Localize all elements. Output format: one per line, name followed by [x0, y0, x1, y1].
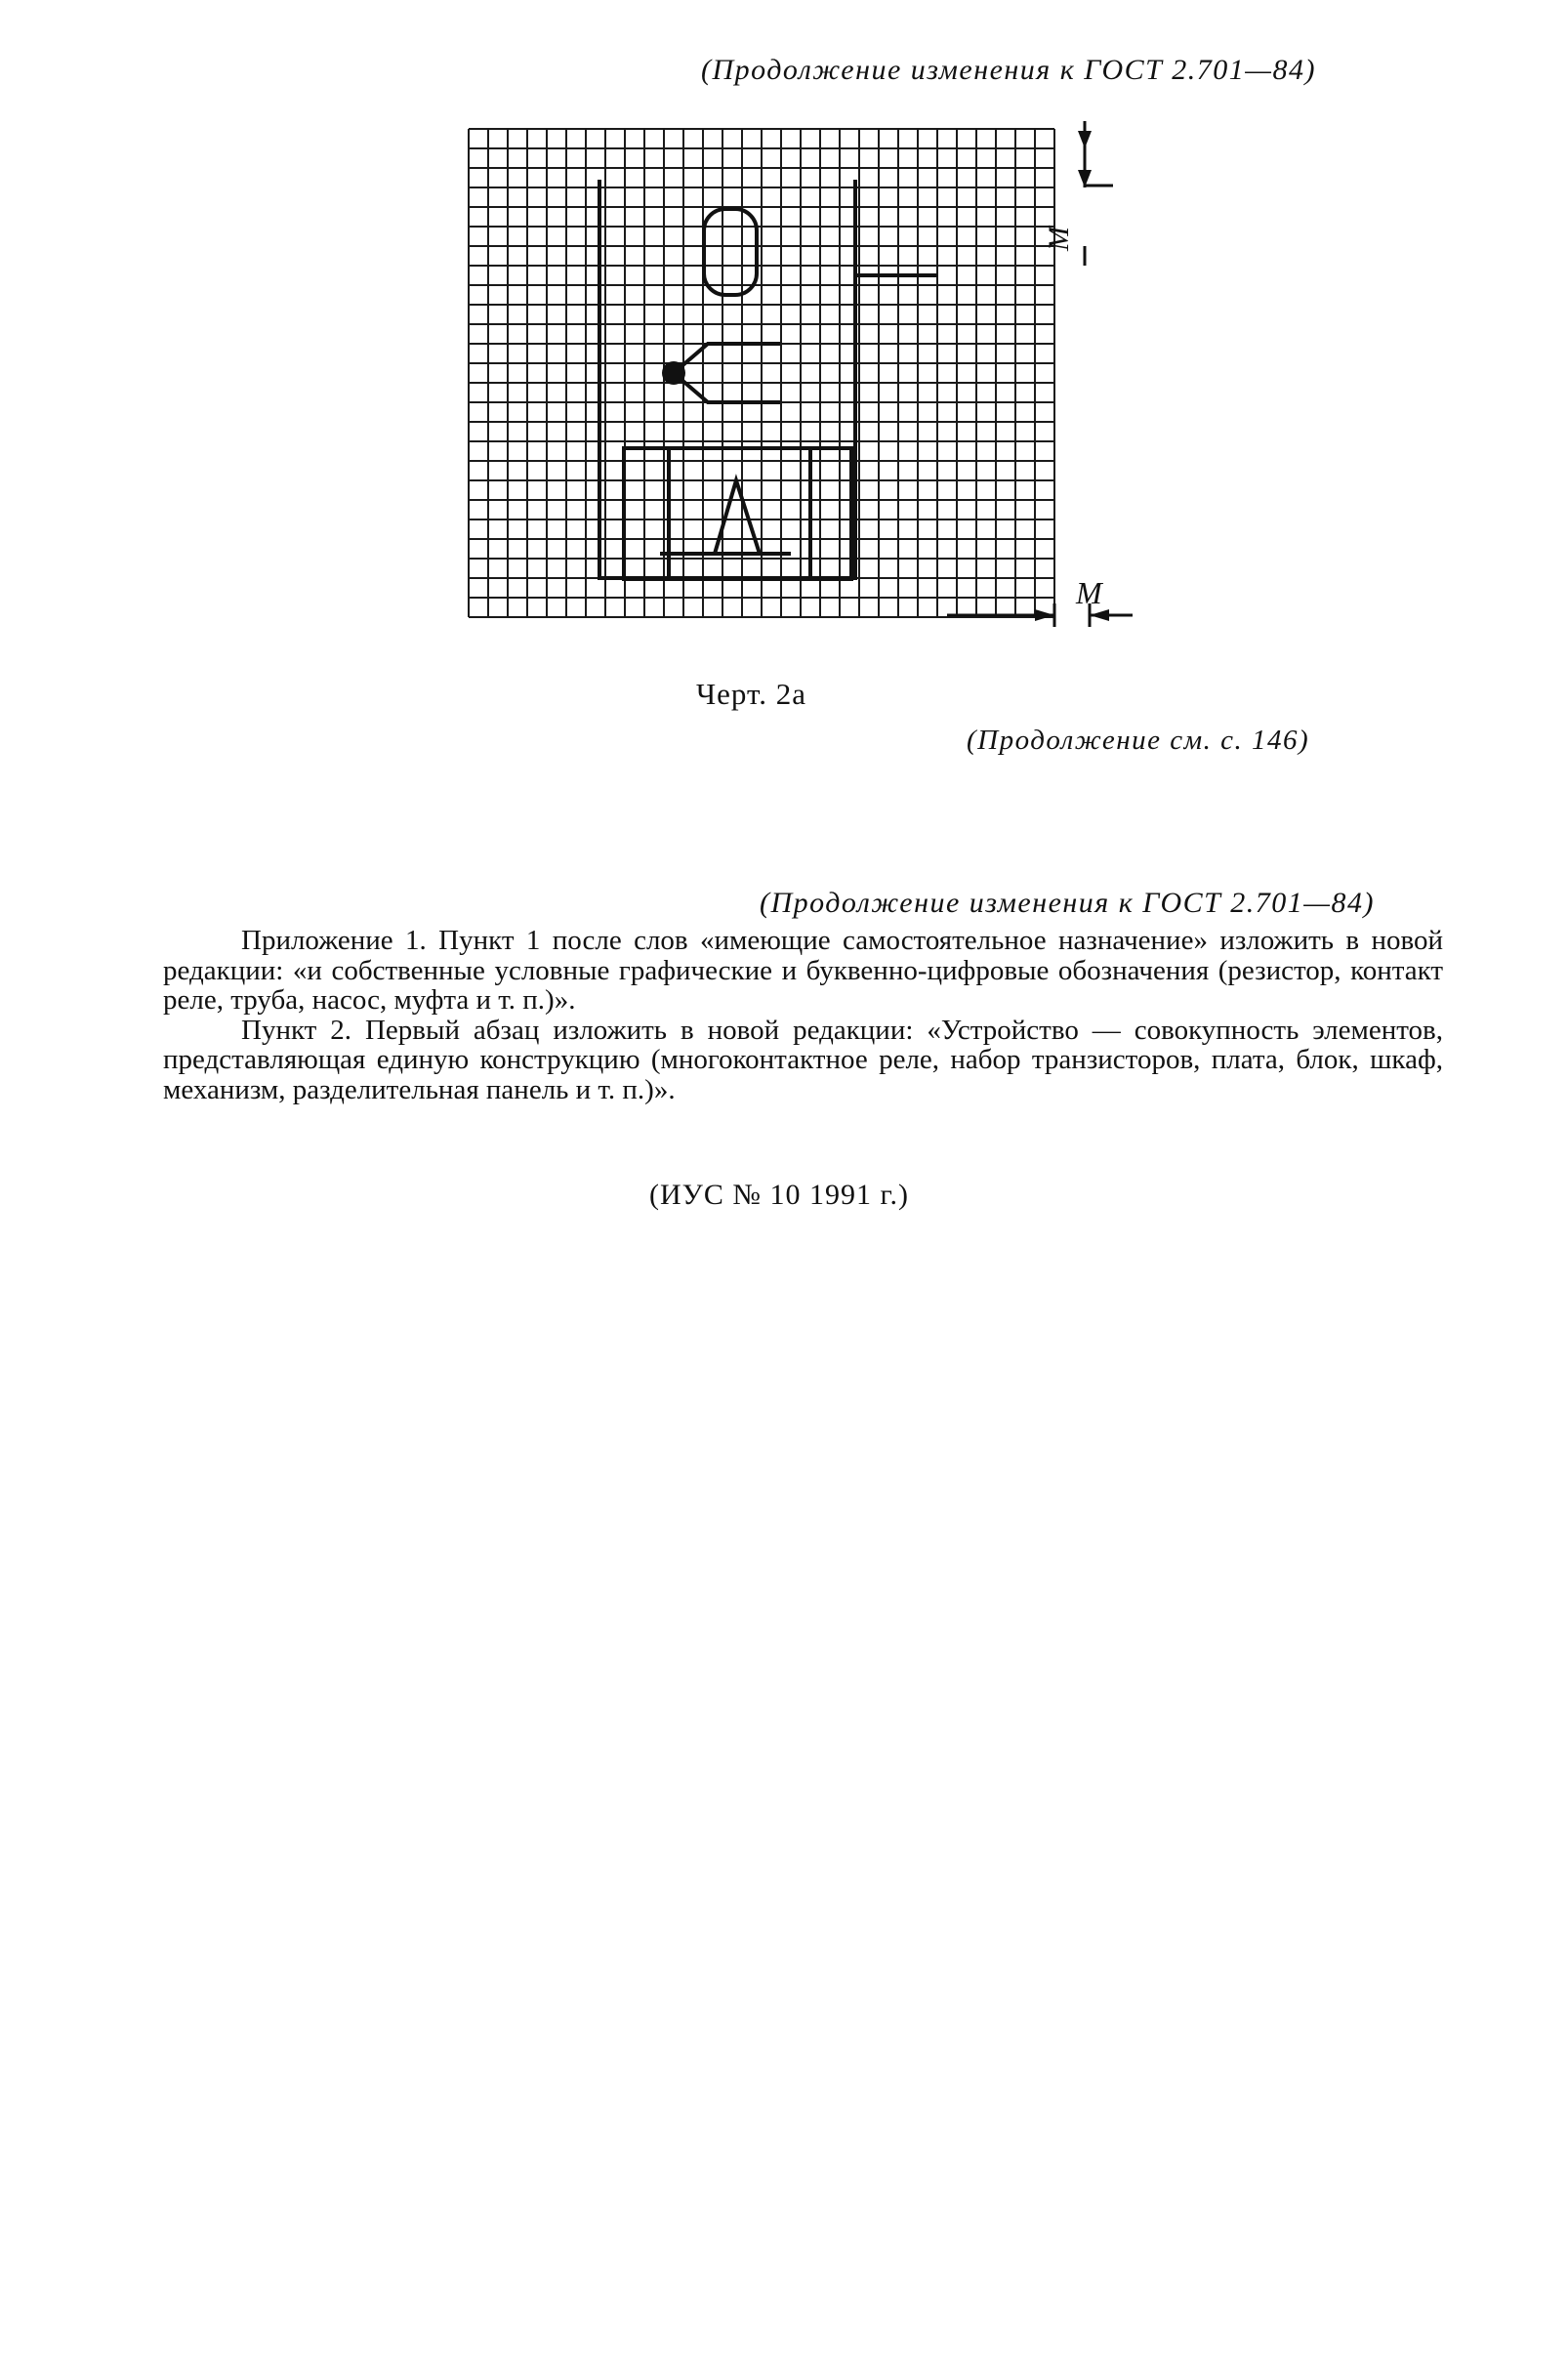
- dimension-label-vertical: М: [1043, 227, 1075, 251]
- paragraph: Приложение 1. Пункт 1 после слов «имеющие самостоятельное назначение» изложить в новой редакции: «и собственные условные графические и буквенно-цифровые обозначения (резистор, контакт реле, труба, насос, муфта и т. п.)».: [163, 925, 1443, 1016]
- paragraph: Пункт 2. Первый абзац изложить в новой редакции: «Устройство — совокупность элементов, представляющая единую конструкцию (многоконтактное реле, набор транзисторов, плата, блок, шкаф, механизм, разделительная панель и т. п.)».: [163, 1014, 1443, 1105]
- symbol-contacts: [674, 209, 780, 554]
- grid-drawing-figure: [430, 109, 1133, 656]
- section-header: (Продолжение изменения к ГОСТ 2.701—84): [760, 887, 1375, 919]
- dimension-label-horizontal: М: [1076, 575, 1102, 610]
- figure-caption: Черт. 2а: [696, 677, 806, 711]
- grid-lines: [469, 129, 1054, 617]
- footer-reference: (ИУС № 10 1991 г.): [649, 1179, 909, 1211]
- continued-note: (Продолжение см. с. 146): [967, 725, 1310, 756]
- dimension-lines: [947, 121, 1133, 627]
- dimension-arrows: [1035, 131, 1109, 621]
- page-header-top: (Продолжение изменения к ГОСТ 2.701—84): [701, 54, 1316, 86]
- contact-dot: [662, 361, 685, 385]
- amendment-text: [163, 926, 1443, 1104]
